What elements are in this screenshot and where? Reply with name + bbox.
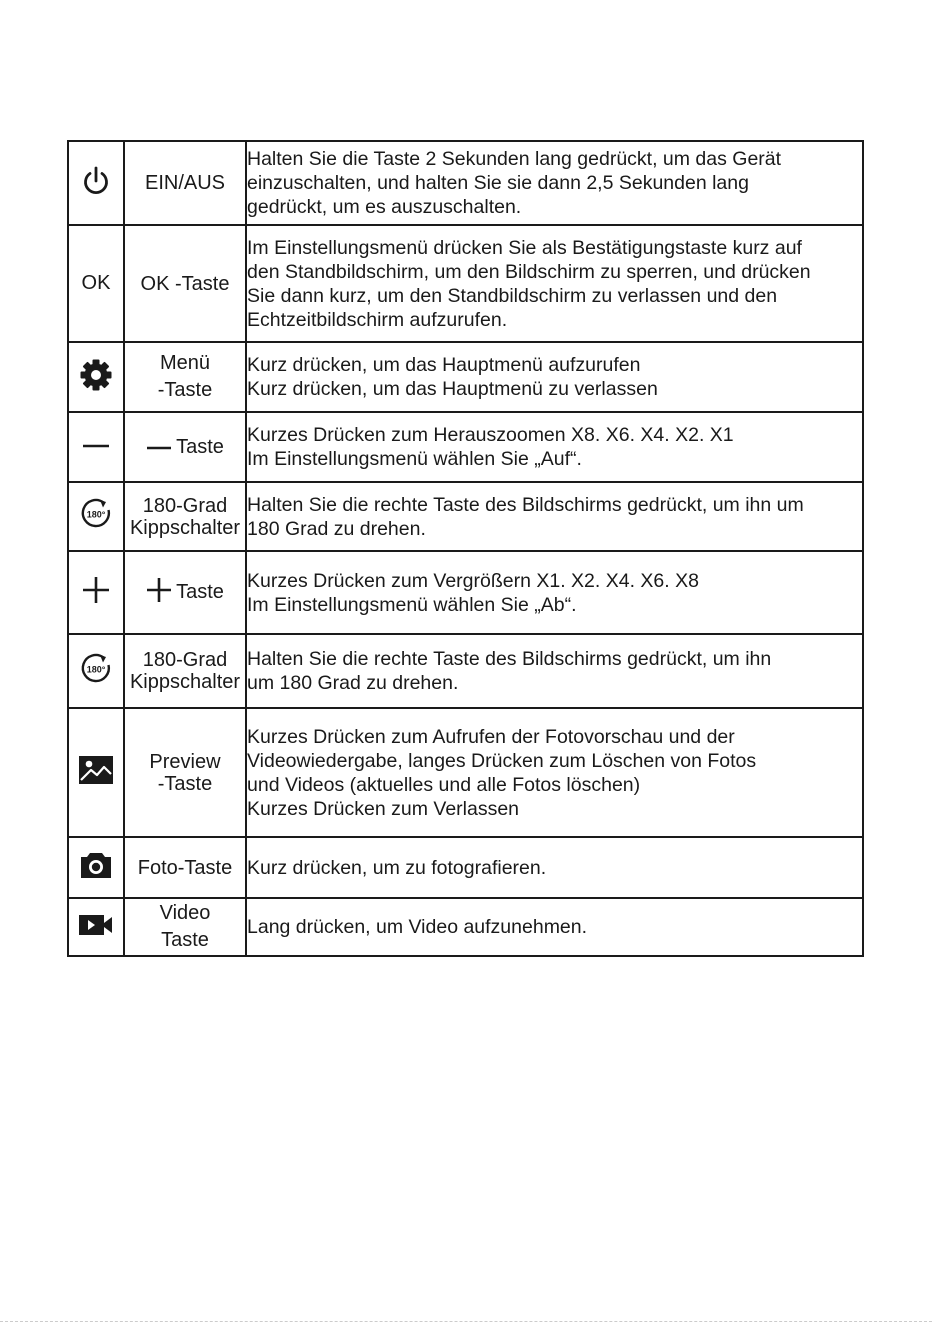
description-cell — [246, 482, 863, 551]
description-line: Im Einstellungsmenü wählen Sie „Auf“. — [247, 448, 582, 470]
button-name: Taste — [176, 435, 224, 458]
table-row — [68, 141, 863, 225]
name-cell — [124, 225, 246, 342]
button-name: Preview -Taste — [149, 750, 221, 795]
icon-cell — [68, 225, 124, 342]
icon-cell — [68, 482, 124, 551]
icon-cell — [68, 708, 124, 837]
description-line: Kurzes Drücken zum Aufrufen der Fotovorschau und der — [247, 725, 735, 748]
icon-cell — [68, 837, 124, 898]
icon-cell — [68, 141, 124, 225]
description-line: Videowiedergabe, langes Drücken zum Löschen von Fotos — [247, 749, 757, 772]
plus-icon — [81, 575, 111, 610]
icon-cell — [68, 634, 124, 708]
description-cell — [246, 634, 863, 708]
table-row — [68, 412, 863, 482]
name-cell — [124, 634, 246, 708]
table-row — [68, 837, 863, 898]
description-line: Halten Sie die rechte Taste des Bildschirms gedrückt, um ihn — [247, 648, 772, 670]
rotate-180-icon — [79, 497, 113, 536]
table-row — [68, 634, 863, 708]
table-row — [68, 898, 863, 956]
button-name: 180-Grad Kippschalter — [129, 649, 241, 693]
table-row — [68, 225, 863, 342]
table-row — [68, 708, 863, 837]
description-line: Kurzes Drücken zum Herauszoomen X8. X6. X4. X2. X1 — [247, 424, 734, 446]
description-cell — [246, 342, 863, 412]
description-cell — [246, 898, 863, 956]
button-name: 180-Grad Kippschalter — [129, 494, 241, 539]
icon-cell — [68, 412, 124, 482]
name-cell — [124, 482, 246, 551]
description-line: Kurzes Drücken zum Verlassen — [247, 797, 520, 820]
description-line: Sie dann kurz, um den Standbildschirm zu verlassen und den — [247, 284, 778, 307]
description-line: 180 Grad zu drehen. — [247, 517, 426, 540]
ok-label: OK — [81, 272, 111, 294]
description-line: Kurz drücken, um zu fotografieren. — [247, 856, 547, 879]
page-bottom-rule — [0, 1321, 932, 1322]
rotate-icon-label: 180° — [86, 664, 106, 674]
button-name: Foto-Taste — [137, 856, 233, 879]
description-line: Halten Sie die rechte Taste des Bildschirms gedrückt, um ihn um — [247, 493, 804, 516]
name-cell — [124, 141, 246, 225]
name-cell — [124, 342, 246, 412]
icon-cell — [68, 342, 124, 412]
table-row — [68, 482, 863, 551]
description-cell — [246, 225, 863, 342]
icon-cell — [68, 551, 124, 634]
rotate-180-icon — [79, 652, 113, 691]
table-row — [68, 342, 863, 412]
video-camera-icon — [78, 913, 114, 942]
description-cell — [246, 837, 863, 898]
description-cell — [246, 708, 863, 837]
button-name: Menü -Taste — [157, 352, 213, 401]
name-cell — [124, 837, 246, 898]
name-cell — [124, 898, 246, 956]
description-cell — [246, 412, 863, 482]
image-icon — [78, 755, 114, 790]
description-cell — [246, 141, 863, 225]
description-line: Halten Sie die Taste 2 Sekunden lang gedrückt, um das Gerät — [247, 148, 782, 170]
power-icon — [80, 165, 112, 202]
plus-icon — [146, 577, 172, 608]
button-name: Taste — [176, 580, 224, 603]
description-line: den Standbildschirm, um den Bildschirm zu sperren, und drücken — [247, 260, 811, 283]
minus-icon — [81, 438, 111, 456]
description-line: Kurz drücken, um das Hauptmenü aufzurufen — [247, 354, 641, 376]
rotate-icon-label: 180° — [86, 509, 106, 520]
name-cell — [124, 551, 246, 634]
description-line: Kurz drücken, um das Hauptmenü zu verlassen — [247, 378, 658, 400]
minus-icon — [146, 436, 172, 458]
name-cell — [124, 708, 246, 837]
description-line: Kurzes Drücken zum Vergrößern X1. X2. X4. X6. X8 — [247, 569, 699, 592]
description-line: gedrückt, um es auszuschalten. — [247, 196, 522, 218]
description-line: Im Einstellungsmenü wählen Sie „Ab“. — [247, 593, 577, 616]
description-line: und Videos (aktuelles und alle Fotos löschen) — [247, 773, 641, 796]
description-line: einzuschalten, und halten Sie sie dann 2,5 Sekunden lang — [247, 172, 749, 194]
description-line: um 180 Grad zu drehen. — [247, 672, 459, 694]
gear-icon — [78, 357, 114, 398]
icon-cell — [68, 898, 124, 956]
name-cell — [124, 412, 246, 482]
button-function-table — [67, 140, 864, 957]
button-name: OK -Taste — [140, 272, 230, 295]
button-name: Video Taste — [159, 902, 211, 951]
description-line: Echtzeitbildschirm aufzurufen. — [247, 308, 508, 331]
button-name: EIN/AUS — [144, 172, 226, 194]
description-line: Lang drücken, um Video aufzunehmen. — [247, 916, 588, 938]
description-line: Im Einstellungsmenü drücken Sie als Bestätigungstaste kurz auf — [247, 236, 802, 259]
description-cell — [246, 551, 863, 634]
table-row — [68, 551, 863, 634]
camera-icon — [79, 850, 113, 885]
